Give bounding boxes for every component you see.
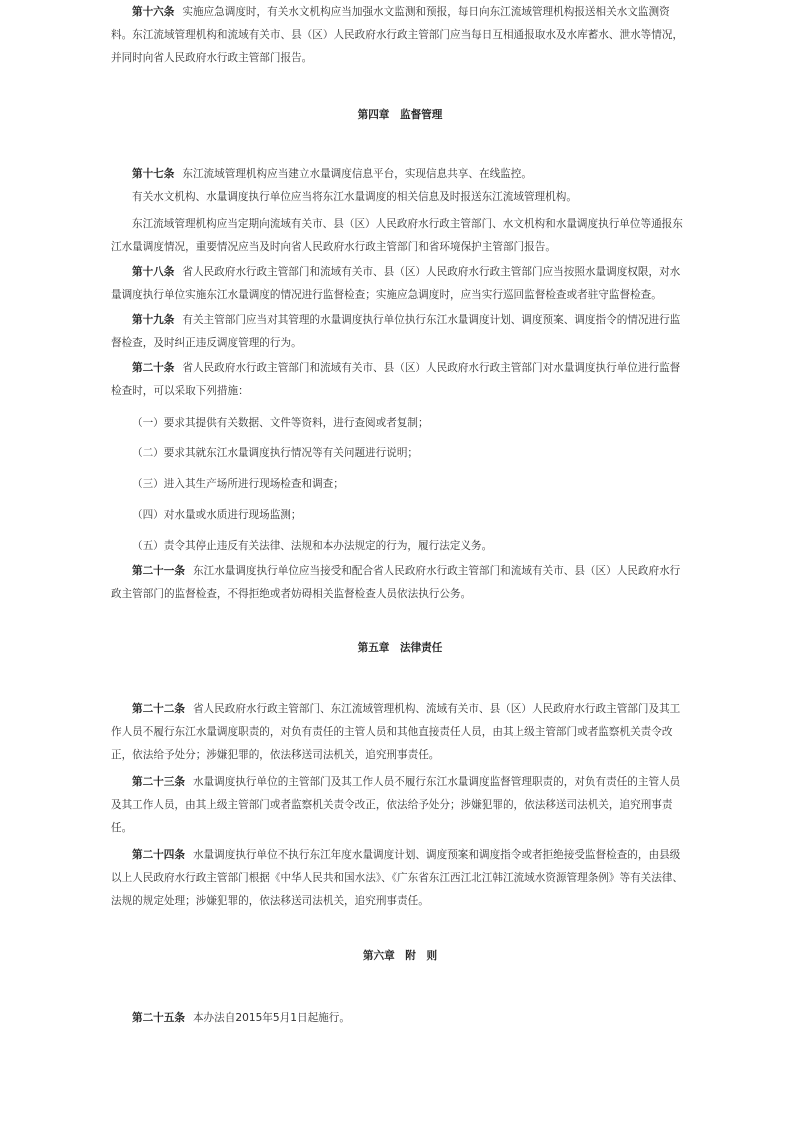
article-number: 第二十一条 bbox=[132, 565, 185, 577]
article-number: 第二十条 bbox=[132, 362, 175, 374]
article-18 bbox=[111, 261, 689, 307]
article-25 bbox=[111, 1007, 689, 1030]
list-item: （一）要求其提供有关数据、文件等资料，进行查阅或者复制； bbox=[132, 417, 429, 429]
article-text: 省人民政府水行政主管部门和流域有关市、县（区）人民政府水行政主管部门应当按照水量调度权限，对水量调度执行单位实施东江水量调度的情况进行监督检查；实施应急调度时，应当实行巡回监督检查或者驻守监督检查。 bbox=[111, 266, 681, 301]
chapter-heading-5: 第五章 法律责任 bbox=[357, 642, 443, 654]
chapter-heading-4: 第四章 监督管理 bbox=[357, 109, 443, 121]
article-text: 水量调度执行单位不执行东江年度水量调度计划、调度预案和调度指令或者拒绝接受监督检查的，由县级以上人民政府水行政主管部门根据《中华人民共和国水法》、《广东省东江西江北江韩江流域水资源管理条例》等有关法律、法规的规定处理；涉嫌犯罪的，依法移送司法机关，追究刑事责任。 bbox=[111, 849, 684, 907]
list-item: （四）对水量或水质进行现场监测； bbox=[132, 509, 302, 521]
article-24 bbox=[111, 844, 689, 913]
article-17 bbox=[111, 163, 689, 186]
article-16 bbox=[111, 1, 689, 70]
article-23 bbox=[111, 771, 689, 840]
article-20 bbox=[111, 357, 689, 403]
article-text: 东江水量调度执行单位应当接受和配合省人民政府水行政主管部门和流域有关市、县（区）人民政府水行政主管部门的监督检查，不得拒绝或者妨碍相关监督检查人员依法执行公务。 bbox=[111, 565, 681, 600]
article-21 bbox=[111, 560, 689, 606]
article-text: 水量调度执行单位的主管部门及其工作人员不履行东江水量调度监督管理职责的，对负有责任的主管人员及其工作人员，由其上级主管部门或者监察机关责令改正，依法给予处分；涉嫌犯罪的，依法移送司法机关，追究刑事责任。 bbox=[111, 776, 681, 834]
article-number: 第二十五条 bbox=[132, 1012, 185, 1024]
article-17-paragraph-2: 有关水文机构、水量调度执行单位应当将东江水量调度的相关信息及时报送东江流域管理机构。 bbox=[132, 191, 577, 203]
article-19 bbox=[111, 309, 689, 355]
article-text: 省人民政府水行政主管部门、东江流域管理机构、流域有关市、县（区）人民政府水行政主管部门及其工作人员不履行东江水量调度职责的，对负有责任的主管人员和其他直接责任人员，由其上级主管部门或者监察机关责令改正，依法给予处分；涉嫌犯罪的，依法移送司法机关，追究刑事责任。 bbox=[111, 703, 681, 761]
article-17-paragraph-3: 东江流域管理机构应当定期向流域有关市、县（区）人民政府水行政主管部门、水文机构和水量调度执行单位等通报东江水量调度情况，重要情况应当及时向省人民政府水行政主管部门和省环境保护主管部门报告。 bbox=[111, 218, 683, 253]
list-item: （三）进入其生产场所进行现场检查和调查； bbox=[132, 478, 344, 490]
article-22 bbox=[111, 698, 689, 767]
list-item: （二）要求其就东江水量调度执行情况等有关问题进行说明； bbox=[132, 447, 419, 459]
article-text: 有关主管部门应当对其管理的水量调度执行单位执行东江水量调度计划、调度预案、调度指令的情况进行监督检查，及时纠正违反调度管理的行为。 bbox=[111, 314, 681, 349]
article-number: 第十九条 bbox=[132, 314, 175, 326]
article-text: 实施应急调度时，有关水文机构应当加强水文监测和预报，每日向东江流域管理机构报送相关水文监测资料。东江流域管理机构和流域有关市、县（区）人民政府水行政主管部门应当每日互相通报取水及水库蓄水、泄水等情况，并同时向省人民政府水行政主管部门报告。 bbox=[111, 6, 684, 64]
chapter-heading-6: 第六章 附 则 bbox=[362, 950, 438, 962]
article-number: 第十八条 bbox=[132, 266, 175, 278]
article-number: 第二十二条 bbox=[132, 703, 185, 715]
article-number: 第十七条 bbox=[132, 168, 175, 180]
article-number: 第二十四条 bbox=[132, 849, 185, 861]
article-number: 第十六条 bbox=[132, 6, 175, 18]
article-text: 东江流域管理机构应当建立水量调度信息平台，实现信息共享、在线监控。 bbox=[182, 168, 532, 180]
article-number: 第二十三条 bbox=[132, 776, 185, 788]
list-item: （五）责令其停止违反有关法律、法规和本办法规定的行为，履行法定义务。 bbox=[132, 540, 493, 552]
article-text: 本办法自2015年5月1日起施行。 bbox=[192, 1012, 350, 1024]
article-text: 省人民政府水行政主管部门和流域有关市、县（区）人民政府水行政主管部门对水量调度执行单位进行监督检查时，可以采取下列措施： bbox=[111, 362, 681, 397]
